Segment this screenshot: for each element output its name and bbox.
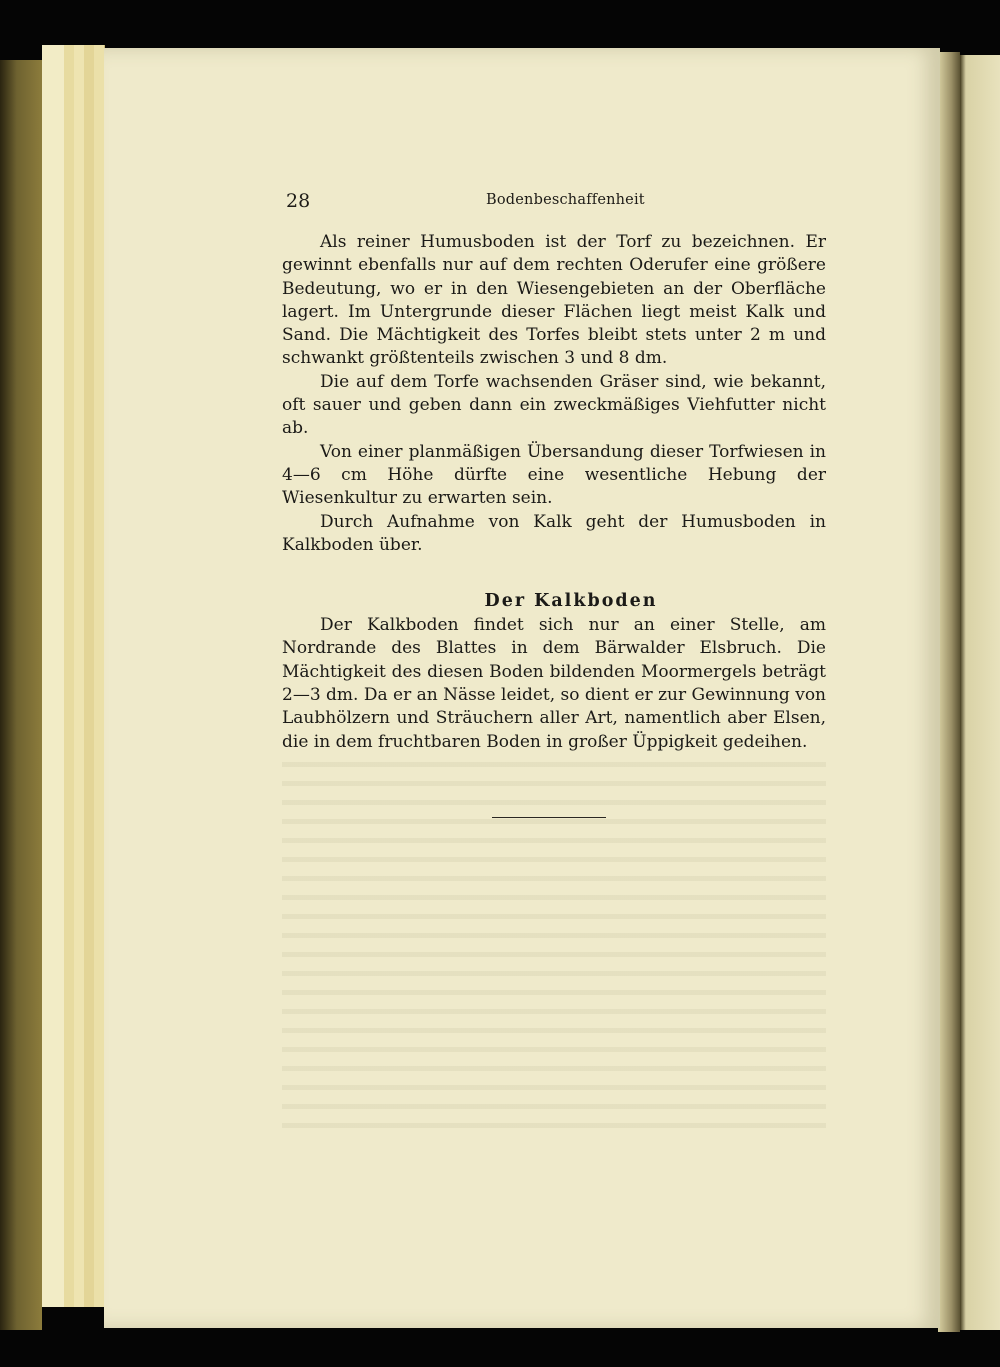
paragraph: Die auf dem Torfe wachsenden Gräser sind, wie bekannt, oft sauer und geben dann ein zweckmäßiges Viehfutter nicht ab. <box>282 371 826 439</box>
page-edge <box>42 45 65 1307</box>
show-through-text <box>282 748 826 1128</box>
body-text <box>282 231 826 754</box>
running-head <box>286 190 816 216</box>
book-page <box>104 48 940 1328</box>
end-rule <box>492 817 606 818</box>
paragraph: Als reiner Humusboden ist der Torf zu bezeichnen. Er gewinnt ebenfalls nur auf dem rechten Oderufer eine größere Bedeutung, wo er in den Wiesengebieten an der Oberfläche lagert. Im Untergrunde dieser Flächen liegt meist Kalk und Sand. Die Mächtigkeit des Torfes bleibt stets unter 2 m und schwankt größtenteils zwischen 3 und 8 dm. <box>282 232 826 369</box>
paragraph: Der Kalkboden findet sich nur an einer Stelle, am Nordrande des Blattes in dem Bärwalder Elsbruch. Die Mächtigkeit des diesen Boden bildenden Moormergels beträgt 2—3 dm. Da er an Nässe leidet, so dient er zur Gewinnung von Laubhölzern und Sträuchern aller Art, namentlich aber Elsen, die in dem fruchtbaren Boden in großer Üppigkeit gedeihen. <box>282 615 826 752</box>
paragraph: Von einer planmäßigen Übersandung dieser Torfwiesen in 4—6 cm Höhe dürfte eine wesentliche Hebung der Wiesenkultur zu erwarten sein. <box>282 441 826 509</box>
section-heading: Der Kalkboden <box>484 591 658 612</box>
book-gutter <box>938 52 960 1332</box>
page-number: 28 <box>286 190 311 212</box>
paragraph: Durch Aufnahme von Kalk geht der Humusboden in Kalkboden über. <box>282 511 826 555</box>
book-cover-edge <box>0 60 42 1330</box>
running-title: Bodenbeschaffenheit <box>486 192 645 208</box>
